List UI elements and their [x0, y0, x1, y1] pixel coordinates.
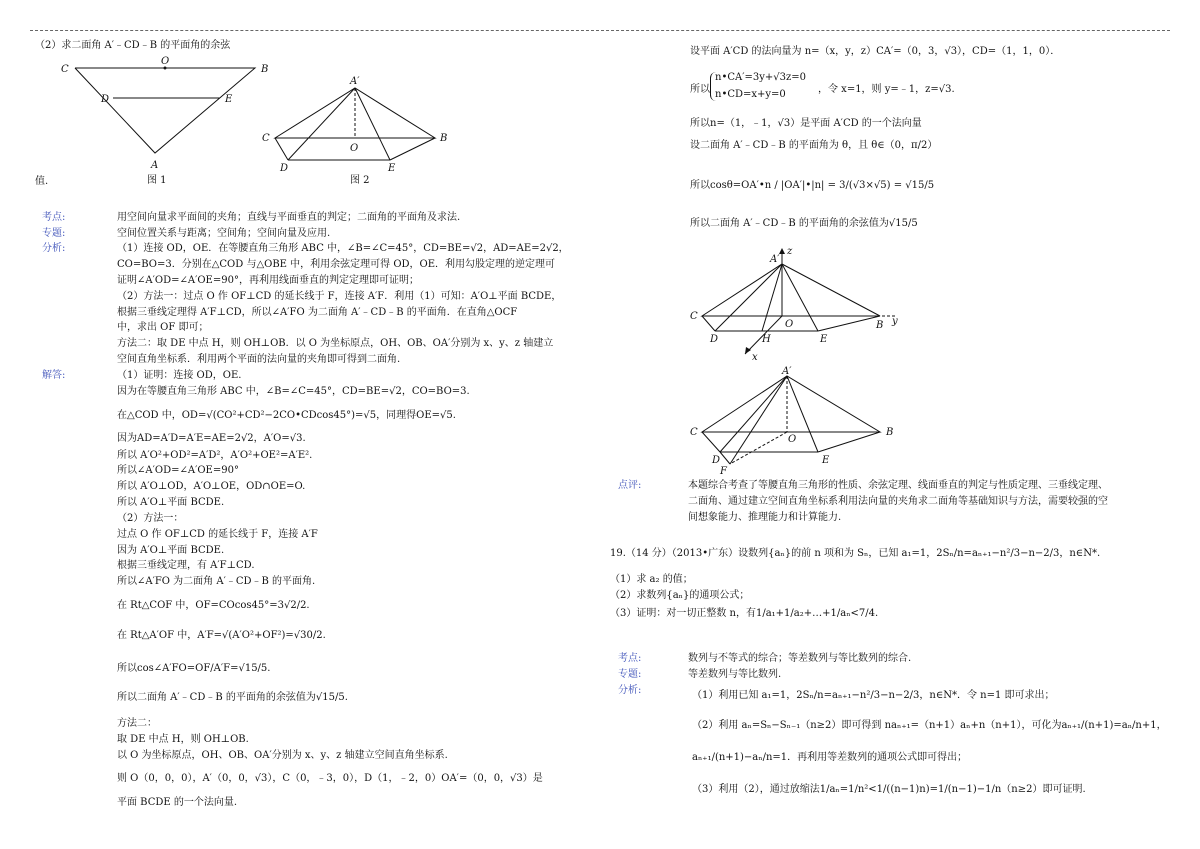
fig2-label-o: O: [350, 143, 359, 154]
fig2-label-d: D: [280, 163, 289, 174]
fig3-label-h: H: [762, 334, 771, 345]
fig3-label-y: y: [892, 316, 898, 327]
jieda-line: 过点 O 作 OF⊥CD 的延长线于 F，连接 A′F: [117, 529, 318, 540]
fig3-label-a-prime: A′: [770, 254, 780, 265]
q19-zhuanti-text: 等差数列与等比数列.: [688, 669, 782, 680]
fig2-caption: 图 2: [350, 175, 370, 186]
fig1-label-a: A: [151, 160, 159, 171]
fenxi-line: CO=BO=3．分别在△COD 与△OBE 中，利用余弦定理可得 OD，OE．利用勾股定理的逆定理可: [117, 259, 556, 270]
fenxi-line: 方法二：取 DE 中点 H，则 OH⊥OB．以 O 为坐标原点，OH、OB、OA′分别为 x、y、z 轴建立: [117, 338, 554, 349]
kaodian-label: 考点:: [42, 212, 66, 223]
figure-2: [260, 58, 490, 188]
q19-part-1: （1）求 a₂ 的值；: [610, 574, 693, 585]
fig3-label-d: D: [710, 334, 719, 345]
jieda-line: 所以∠A′OD=∠A′OE=90°: [117, 465, 239, 476]
normal-vector-setup: 设平面 A′CD 的法向量为 n=（x，y，z）CA′=（0，3，√3），CD=（1，1，0）．: [690, 46, 1061, 57]
q19-fenxi-label: 分析:: [618, 685, 642, 696]
jieda-line: 所以 A′O⊥OD，A′O⊥OE，OD∩OE=O.: [117, 481, 306, 492]
jieda-line: 因为在等腰直角三角形 ABC 中，∠B=∠C=45°，CD=BE=√2，CO=BO=3.: [117, 386, 470, 397]
zhuanti-text: 空间位置关系与距离；空间角；空间向量及应用.: [117, 228, 331, 239]
equation-system: [710, 72, 806, 101]
q19-fenxi-2: （2）利用 aₙ=Sₙ−Sₙ₋₁（n≥2）即可得到 naₙ₊₁=（n+1）aₙ+n（n+1），可化为aₙ₊₁/(n+1)=aₙ/n+1，: [692, 720, 1167, 731]
fig4-label-f: F: [720, 466, 727, 477]
top-divider: [30, 30, 1170, 31]
jieda-line: 在 Rt△A′OF 中，A′F=√(A′O²+OF²)=√30/2.: [117, 630, 326, 641]
jieda-line: 所以 A′O⊥平面 BCDE.: [117, 497, 225, 508]
fenxi-line: 证明∠A′OD=∠A′OE=90°，再利用线面垂直的判定定理即可证明；: [117, 275, 419, 286]
normal-vector-result: 所以n=（1，﹣1，√3）是平面 A′CD 的一个法向量: [690, 118, 922, 129]
cos-result: 所以二面角 A′﹣CD﹣B 的平面角的余弦值为√15/5: [690, 218, 918, 229]
equation-2: n•CD=x+y=0: [715, 88, 786, 100]
fig2-label-b: B: [440, 133, 448, 144]
q19-kaodian-text: 数列与不等式的综合；等差数列与等比数列的综合.: [688, 653, 912, 664]
fig1-label-d: D: [101, 94, 110, 105]
zhuanti-label: 专题:: [42, 228, 66, 239]
figure-3-coordinate: [690, 246, 910, 366]
kaodian-text: 用空间向量求平面间的夹角；直线与平面垂直的判定；二面角的平面角及求法.: [117, 212, 461, 223]
jieda-line: 所以二面角 A′﹣CD﹣B 的平面角的余弦值为√15/5.: [117, 692, 348, 703]
fig1-label-e: E: [225, 94, 233, 105]
jieda-line: 在△COD 中，OD=√(CO²+CD²−2CO•CDcos45°)=√5，同理得OE=√5.: [117, 410, 456, 421]
jieda-line: 所以cos∠A′FO=OF/A′F=√15/5.: [117, 663, 271, 674]
fig3-label-x: x: [752, 352, 758, 363]
q2-title: （2）求二面角 A′﹣CD﹣B 的平面角的余弦: [35, 40, 231, 51]
fig3-label-c: C: [690, 311, 698, 322]
fig1-label-b: B: [261, 64, 269, 75]
fenxi-line: 空间直角坐标系．利用两个平面的法向量的夹角即可得到二面角.: [117, 354, 401, 365]
system-tail: ，令 x=1，则 y=﹣1，z=√3.: [818, 84, 955, 95]
fig4-label-c: C: [690, 427, 698, 438]
fig2-label-e: E: [388, 163, 396, 174]
q19-part-2: （2）求数列{aₙ}的通项公式；: [610, 590, 750, 601]
jieda-label: 解答:: [42, 370, 66, 381]
fig2-label-a-prime: A′: [350, 76, 360, 87]
q19-kaodian-label: 考点:: [618, 653, 642, 664]
fig4-label-o: O: [788, 434, 797, 445]
dianping-line: 二面角、通过建立空间直角坐标系利用法向量的夹角求二面角等基础知识与方法，需要较强的空: [688, 496, 1108, 507]
fig3-label-b: B: [876, 320, 884, 331]
q2-tail: 值.: [35, 176, 49, 187]
fig3-label-o: O: [785, 319, 794, 330]
system-prefix: 所以: [690, 84, 710, 95]
fig1-label-c: C: [61, 64, 69, 75]
jieda-line: 所以 A′O²+OD²=A′D²，A′O²+OE²=A′E².: [117, 450, 313, 461]
jieda-line: 平面 BCDE 的一个法向量.: [117, 797, 238, 808]
fenxi-line: （1）连接 OD，OE．在等腰直角三角形 ABC 中，∠B=∠C=45°，CD=BE=√2，AD=AE=2√2，: [117, 243, 569, 254]
jieda-line: 因为 A′O⊥平面 BCDE.: [117, 545, 225, 556]
fig3-label-z: z: [787, 246, 793, 257]
q19-fenxi-3: aₙ₊₁/(n+1)−aₙ/n=1．再利用等差数列的通项公式即可得出；: [692, 752, 968, 763]
cos-theta: 所以cosθ=OA′•n / |OA′|•|n| = 3/(√3×√5) = √15/5: [690, 180, 935, 191]
jieda-line: 根据三垂线定理，有 A′F⊥CD.: [117, 560, 255, 571]
q19-zhuanti-label: 专题:: [618, 669, 642, 680]
equation-1: n•CA′=3y+√3z=0: [715, 72, 806, 83]
dianping-label: 点评:: [618, 480, 642, 491]
dianping-line: 间想象能力、推理能力和计算能力.: [688, 512, 842, 523]
fig4-label-d: D: [712, 455, 721, 466]
fig4-label-e: E: [822, 455, 830, 466]
fig2-label-c: C: [262, 133, 270, 144]
fenxi-line: （2）方法一：过点 O 作 OF⊥CD 的延长线于 F，连接 A′F．利用（1）可知：A′O⊥平面 BCDE，: [117, 291, 562, 302]
jieda-line: 因为AD=A′D=A′E=AE=2√2，A′O=√3.: [117, 433, 306, 444]
fig1-caption: 图 1: [147, 175, 167, 186]
jieda-line: 方法二：: [117, 718, 157, 729]
jieda-line: 在 Rt△COF 中，OF=COcos45°=3√2/2.: [117, 600, 310, 611]
q19-fenxi-1: （1）利用已知 a₁=1，2Sₙ/n=aₙ₊₁−n²/3−n−2/3，n∈N*．令 n=1 即可求出；: [692, 690, 1055, 701]
figure-1: [55, 58, 285, 188]
dianping-line: 本题综合考查了等腰直角三角形的性质、余弦定理、线面垂直的判定与性质定理、三垂线定理、: [688, 480, 1108, 491]
jieda-line: 则 O（0，0，0），A′（0，0，√3），C（0，﹣3，0），D（1，﹣2，0）OA′=（0，0，√3）是: [117, 773, 543, 784]
jieda-line: （2）方法一：: [117, 513, 184, 524]
figure-4: [690, 366, 910, 476]
fig4-label-b: B: [886, 427, 894, 438]
fenxi-label: 分析:: [42, 243, 66, 254]
fenxi-line: 根据三垂线定理得 A′F⊥CD，所以∠A′FO 为二面角 A′﹣CD﹣B 的平面角．在直角△OCF: [117, 307, 518, 318]
fig4-label-a-prime: A′: [782, 366, 792, 377]
fig3-label-e: E: [820, 334, 828, 345]
q19-fenxi-4: （3）利用（2），通过放缩法1/aₙ=1/n²<1/((n−1)n)=1/(n−1)−1/n（n≥2）即可证明.: [692, 784, 1086, 795]
fenxi-line: 中，求出 OF 即可；: [117, 322, 209, 333]
theta-definition: 设二面角 A′﹣CD﹣B 的平面角为 θ，且 θ∈（0，π/2）: [690, 140, 938, 151]
fig1-label-o: O: [161, 56, 170, 67]
jieda-line: 以 O 为坐标原点，OH、OB、OA′分别为 x、y、z 轴建立空间直角坐标系.: [117, 750, 448, 761]
jieda-line: （1）证明：连接 OD，OE.: [117, 370, 242, 381]
q19-part-3: （3）证明：对一切正整数 n，有1/a₁+1/a₂+…+1/aₙ<7/4.: [610, 608, 879, 619]
question-19: 19.（14 分）（2013•广东）设数列{aₙ}的前 n 项和为 Sₙ，已知 a₁=1，2Sₙ/n=aₙ₊₁−n²/3−n−2/3，n∈N*.: [610, 548, 1101, 559]
jieda-line: 取 DE 中点 H，则 OH⊥OB.: [117, 734, 249, 745]
jieda-line: 所以∠A′FO 为二面角 A′﹣CD﹣B 的平面角.: [117, 576, 316, 587]
